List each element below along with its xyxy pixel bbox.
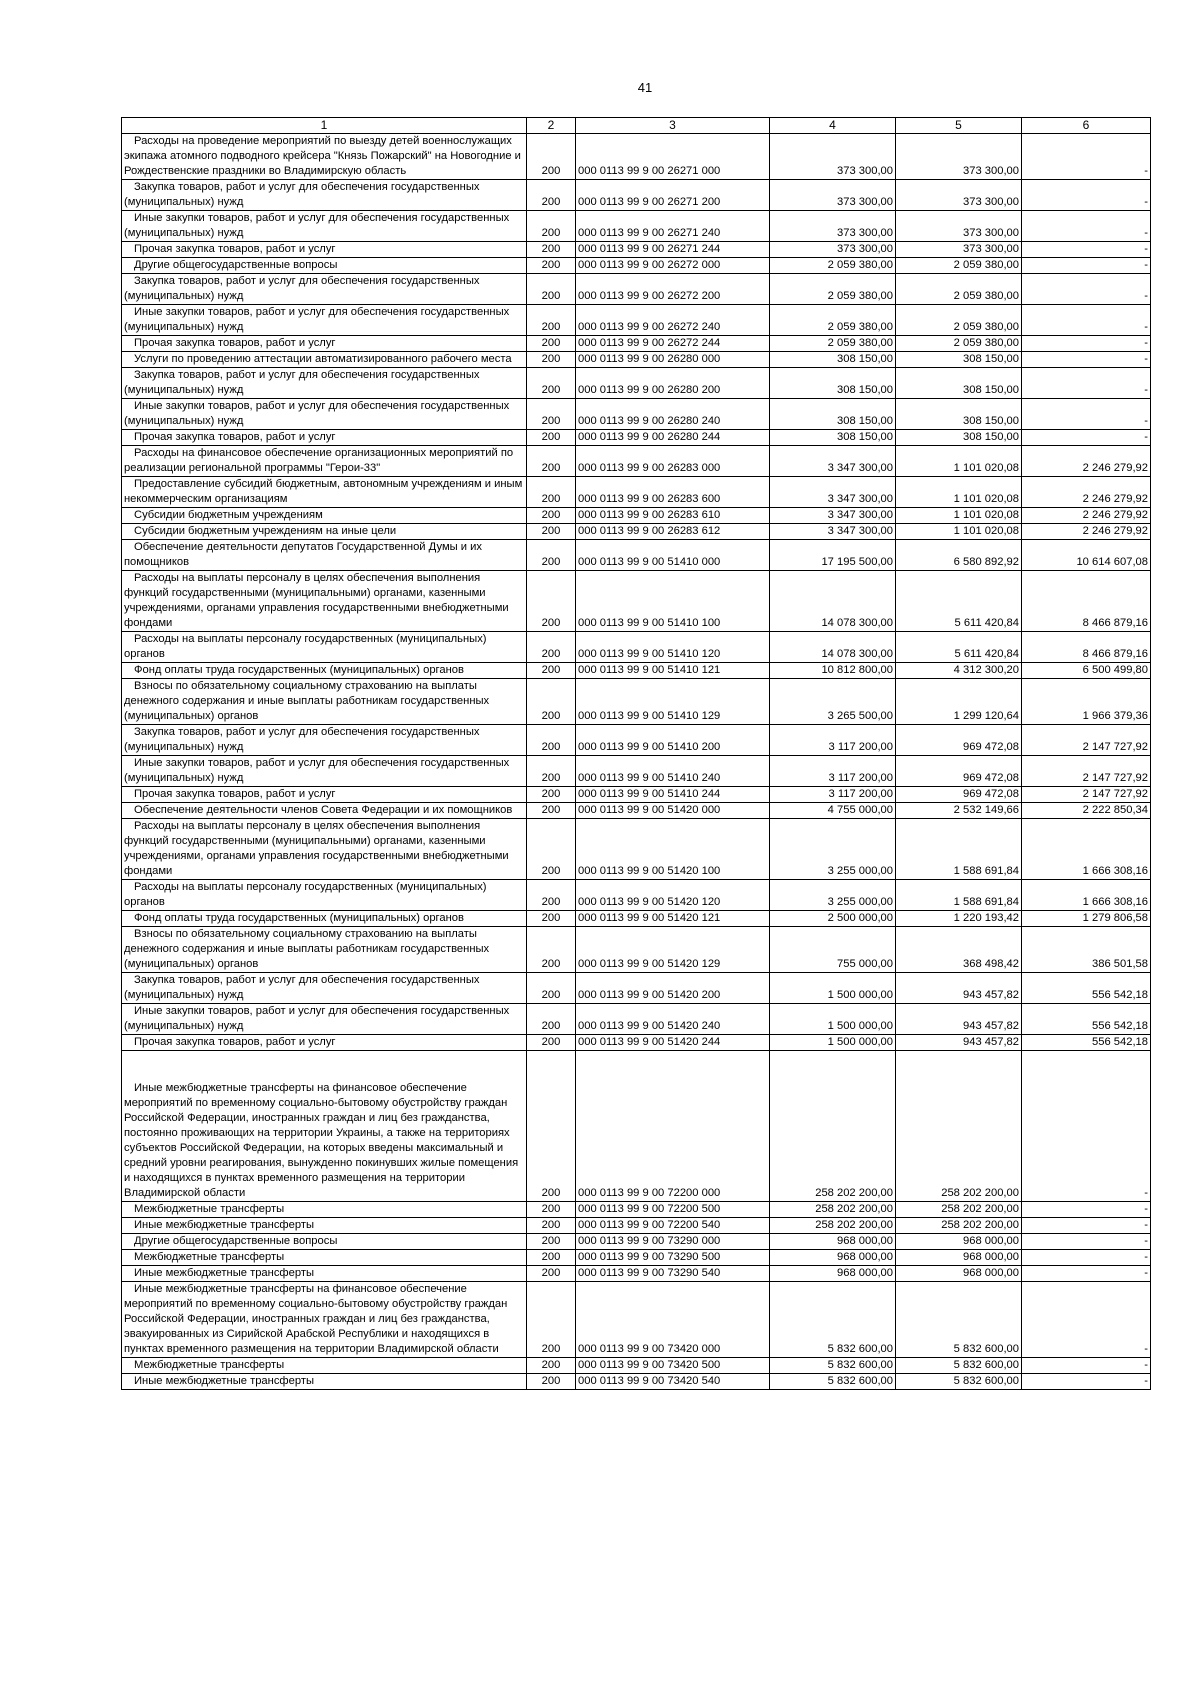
row-admin-code-cell: 200 bbox=[527, 1051, 576, 1202]
row-admin-code-cell: 200 bbox=[527, 1266, 576, 1282]
table-row bbox=[122, 1266, 1151, 1282]
row-admin-code-cell: 200 bbox=[527, 274, 576, 305]
table-row bbox=[122, 1374, 1151, 1390]
row-executed-cell: 943 457,82 bbox=[896, 973, 1022, 1004]
row-unexecuted-cell: - bbox=[1022, 274, 1151, 305]
row-unexecuted-cell: - bbox=[1022, 211, 1151, 242]
row-budget-code-cell: 000 0113 99 9 00 26271 244 bbox=[576, 242, 770, 258]
row-admin-code-cell: 200 bbox=[527, 1218, 576, 1234]
row-budget-code-cell: 000 0113 99 9 00 26283 612 bbox=[576, 524, 770, 540]
table-row bbox=[122, 134, 1151, 180]
row-admin-code-cell: 200 bbox=[527, 134, 576, 180]
row-name-cell: Субсидии бюджетным учреждениям на иные цели bbox=[122, 524, 527, 540]
row-executed-cell: 368 498,42 bbox=[896, 927, 1022, 973]
row-executed-cell: 5 611 420,84 bbox=[896, 571, 1022, 632]
row-approved-cell: 968 000,00 bbox=[770, 1266, 896, 1282]
row-name-cell: Взносы по обязательному социальному страхованию на выплаты денежного содержания и иные выплаты работникам государственных (муниципальных) органов bbox=[122, 679, 527, 725]
row-budget-code-cell: 000 0113 99 9 00 51410 240 bbox=[576, 756, 770, 787]
row-budget-code-cell: 000 0113 99 9 00 26271 000 bbox=[576, 134, 770, 180]
table-row bbox=[122, 524, 1151, 540]
row-approved-cell: 2 059 380,00 bbox=[770, 274, 896, 305]
table-row bbox=[122, 1004, 1151, 1035]
row-approved-cell: 968 000,00 bbox=[770, 1234, 896, 1250]
row-admin-code-cell: 200 bbox=[527, 1282, 576, 1358]
row-unexecuted-cell: 8 466 879,16 bbox=[1022, 632, 1151, 663]
row-approved-cell: 3 347 300,00 bbox=[770, 477, 896, 508]
row-executed-cell: 1 588 691,84 bbox=[896, 880, 1022, 911]
row-approved-cell: 3 117 200,00 bbox=[770, 725, 896, 756]
row-name-cell: Иные закупки товаров, работ и услуг для обеспечения государственных (муниципальных) нужд bbox=[122, 305, 527, 336]
header-col-4: 4 bbox=[770, 118, 896, 134]
row-admin-code-cell: 200 bbox=[527, 1374, 576, 1390]
row-admin-code-cell: 200 bbox=[527, 399, 576, 430]
table-row bbox=[122, 632, 1151, 663]
row-budget-code-cell: 000 0113 99 9 00 51420 244 bbox=[576, 1035, 770, 1051]
table-row bbox=[122, 1202, 1151, 1218]
row-unexecuted-cell: - bbox=[1022, 399, 1151, 430]
row-executed-cell: 1 101 020,08 bbox=[896, 508, 1022, 524]
row-admin-code-cell: 200 bbox=[527, 911, 576, 927]
budget-execution-table bbox=[121, 117, 1151, 1390]
row-admin-code-cell: 200 bbox=[527, 756, 576, 787]
table-row bbox=[122, 819, 1151, 880]
row-unexecuted-cell: - bbox=[1022, 1266, 1151, 1282]
table-row bbox=[122, 305, 1151, 336]
row-name-cell: Иные закупки товаров, работ и услуг для обеспечения государственных (муниципальных) нужд bbox=[122, 211, 527, 242]
row-admin-code-cell: 200 bbox=[527, 524, 576, 540]
row-executed-cell: 2 059 380,00 bbox=[896, 274, 1022, 305]
row-budget-code-cell: 000 0113 99 9 00 51420 240 bbox=[576, 1004, 770, 1035]
row-unexecuted-cell: 2 246 279,92 bbox=[1022, 446, 1151, 477]
row-unexecuted-cell: 2 246 279,92 bbox=[1022, 477, 1151, 508]
row-unexecuted-cell: - bbox=[1022, 242, 1151, 258]
row-name-cell: Расходы на проведение мероприятий по выезду детей военнослужащих экипажа атомного подводного крейсера "Князь Пожарский" на Новогодние и Рождественские праздники во Владимирскую область bbox=[122, 134, 527, 180]
table-row bbox=[122, 787, 1151, 803]
row-admin-code-cell: 200 bbox=[527, 663, 576, 679]
table-row bbox=[122, 911, 1151, 927]
row-unexecuted-cell: 2 222 850,34 bbox=[1022, 803, 1151, 819]
row-approved-cell: 14 078 300,00 bbox=[770, 632, 896, 663]
table-row bbox=[122, 211, 1151, 242]
row-executed-cell: 968 000,00 bbox=[896, 1266, 1022, 1282]
header-col-6: 6 bbox=[1022, 118, 1151, 134]
row-name-cell: Иные межбюджетные трансферты bbox=[122, 1266, 527, 1282]
row-name-cell: Субсидии бюджетным учреждениям bbox=[122, 508, 527, 524]
row-unexecuted-cell: 2 147 727,92 bbox=[1022, 725, 1151, 756]
row-budget-code-cell: 000 0113 99 9 00 51420 121 bbox=[576, 911, 770, 927]
row-budget-code-cell: 000 0113 99 9 00 51410 000 bbox=[576, 540, 770, 571]
row-approved-cell: 3 347 300,00 bbox=[770, 508, 896, 524]
row-unexecuted-cell: 556 542,18 bbox=[1022, 1004, 1151, 1035]
table-row bbox=[122, 242, 1151, 258]
row-name-cell: Иные закупки товаров, работ и услуг для обеспечения государственных (муниципальных) нужд bbox=[122, 756, 527, 787]
row-approved-cell: 1 500 000,00 bbox=[770, 973, 896, 1004]
page-number: 41 bbox=[637, 80, 653, 95]
row-approved-cell: 373 300,00 bbox=[770, 134, 896, 180]
row-approved-cell: 17 195 500,00 bbox=[770, 540, 896, 571]
table-row bbox=[122, 756, 1151, 787]
row-executed-cell: 308 150,00 bbox=[896, 352, 1022, 368]
row-admin-code-cell: 200 bbox=[527, 352, 576, 368]
row-unexecuted-cell: - bbox=[1022, 336, 1151, 352]
row-name-cell: Другие общегосударственные вопросы bbox=[122, 258, 527, 274]
row-name-cell: Закупка товаров, работ и услуг для обеспечения государственных (муниципальных) нужд bbox=[122, 274, 527, 305]
row-budget-code-cell: 000 0113 99 9 00 26280 244 bbox=[576, 430, 770, 446]
row-executed-cell: 4 312 300,20 bbox=[896, 663, 1022, 679]
table-row bbox=[122, 663, 1151, 679]
header-col-2: 2 bbox=[527, 118, 576, 134]
row-executed-cell: 6 580 892,92 bbox=[896, 540, 1022, 571]
row-name-cell: Иные межбюджетные трансферты bbox=[122, 1374, 527, 1390]
row-executed-cell: 373 300,00 bbox=[896, 242, 1022, 258]
row-budget-code-cell: 000 0113 99 9 00 72200 000 bbox=[576, 1051, 770, 1202]
row-admin-code-cell: 200 bbox=[527, 1035, 576, 1051]
row-name-cell: Фонд оплаты труда государственных (муниципальных) органов bbox=[122, 663, 527, 679]
row-unexecuted-cell: 2 246 279,92 bbox=[1022, 524, 1151, 540]
row-name-cell: Прочая закупка товаров, работ и услуг bbox=[122, 336, 527, 352]
row-admin-code-cell: 200 bbox=[527, 368, 576, 399]
row-name-cell: Закупка товаров, работ и услуг для обеспечения государственных (муниципальных) нужд bbox=[122, 973, 527, 1004]
table-row bbox=[122, 1218, 1151, 1234]
row-approved-cell: 2 059 380,00 bbox=[770, 336, 896, 352]
row-admin-code-cell: 200 bbox=[527, 632, 576, 663]
row-name-cell: Межбюджетные трансферты bbox=[122, 1202, 527, 1218]
table-row bbox=[122, 880, 1151, 911]
row-name-cell: Межбюджетные трансферты bbox=[122, 1358, 527, 1374]
row-unexecuted-cell: - bbox=[1022, 305, 1151, 336]
row-budget-code-cell: 000 0113 99 9 00 51410 244 bbox=[576, 787, 770, 803]
row-executed-cell: 5 832 600,00 bbox=[896, 1282, 1022, 1358]
row-admin-code-cell: 200 bbox=[527, 540, 576, 571]
table-row bbox=[122, 508, 1151, 524]
row-name-cell: Закупка товаров, работ и услуг для обеспечения государственных (муниципальных) нужд bbox=[122, 368, 527, 399]
row-approved-cell: 308 150,00 bbox=[770, 399, 896, 430]
table-row bbox=[122, 368, 1151, 399]
table-header-row bbox=[122, 118, 1151, 134]
row-executed-cell: 1 588 691,84 bbox=[896, 819, 1022, 880]
row-unexecuted-cell: 8 466 879,16 bbox=[1022, 571, 1151, 632]
table-row bbox=[122, 1282, 1151, 1358]
row-admin-code-cell: 200 bbox=[527, 1004, 576, 1035]
row-approved-cell: 5 832 600,00 bbox=[770, 1374, 896, 1390]
row-budget-code-cell: 000 0113 99 9 00 72200 500 bbox=[576, 1202, 770, 1218]
row-unexecuted-cell: - bbox=[1022, 368, 1151, 399]
table-row bbox=[122, 446, 1151, 477]
row-executed-cell: 1 101 020,08 bbox=[896, 524, 1022, 540]
row-name-cell: Обеспечение деятельности депутатов Государственной Думы и их помощников bbox=[122, 540, 527, 571]
table-row bbox=[122, 1250, 1151, 1266]
row-admin-code-cell: 200 bbox=[527, 258, 576, 274]
row-admin-code-cell: 200 bbox=[527, 679, 576, 725]
row-approved-cell: 2 500 000,00 bbox=[770, 911, 896, 927]
row-unexecuted-cell: - bbox=[1022, 352, 1151, 368]
row-approved-cell: 373 300,00 bbox=[770, 242, 896, 258]
row-admin-code-cell: 200 bbox=[527, 1234, 576, 1250]
row-name-cell: Расходы на финансовое обеспечение организационных мероприятий по реализации региональной программы "Герои-33" bbox=[122, 446, 527, 477]
row-unexecuted-cell: 6 500 499,80 bbox=[1022, 663, 1151, 679]
header-col-1: 1 bbox=[122, 118, 527, 134]
table-row bbox=[122, 1051, 1151, 1202]
row-name-cell: Прочая закупка товаров, работ и услуг bbox=[122, 430, 527, 446]
row-executed-cell: 308 150,00 bbox=[896, 430, 1022, 446]
row-admin-code-cell: 200 bbox=[527, 1358, 576, 1374]
table-row bbox=[122, 973, 1151, 1004]
row-admin-code-cell: 200 bbox=[527, 880, 576, 911]
row-approved-cell: 308 150,00 bbox=[770, 368, 896, 399]
row-admin-code-cell: 200 bbox=[527, 571, 576, 632]
row-budget-code-cell: 000 0113 99 9 00 26272 000 bbox=[576, 258, 770, 274]
row-approved-cell: 5 832 600,00 bbox=[770, 1282, 896, 1358]
row-budget-code-cell: 000 0113 99 9 00 51420 200 bbox=[576, 973, 770, 1004]
row-executed-cell: 1 101 020,08 bbox=[896, 446, 1022, 477]
row-approved-cell: 2 059 380,00 bbox=[770, 258, 896, 274]
row-executed-cell: 5 611 420,84 bbox=[896, 632, 1022, 663]
row-approved-cell: 308 150,00 bbox=[770, 430, 896, 446]
row-name-cell: Прочая закупка товаров, работ и услуг bbox=[122, 242, 527, 258]
table-row bbox=[122, 352, 1151, 368]
table-row bbox=[122, 1035, 1151, 1051]
row-budget-code-cell: 000 0113 99 9 00 26283 600 bbox=[576, 477, 770, 508]
row-approved-cell: 4 755 000,00 bbox=[770, 803, 896, 819]
row-unexecuted-cell: 556 542,18 bbox=[1022, 1035, 1151, 1051]
table-row bbox=[122, 1358, 1151, 1374]
row-approved-cell: 3 347 300,00 bbox=[770, 446, 896, 477]
row-name-cell: Расходы на выплаты персоналу в целях обеспечения выполнения функций государственными (муниципальными) органами, казенными учреждениями, органами управления государственными внебюджетными фондами bbox=[122, 819, 527, 880]
row-executed-cell: 2 059 380,00 bbox=[896, 258, 1022, 274]
row-executed-cell: 969 472,08 bbox=[896, 725, 1022, 756]
row-budget-code-cell: 000 0113 99 9 00 26272 200 bbox=[576, 274, 770, 305]
row-executed-cell: 5 832 600,00 bbox=[896, 1358, 1022, 1374]
row-unexecuted-cell: 386 501,58 bbox=[1022, 927, 1151, 973]
row-admin-code-cell: 200 bbox=[527, 973, 576, 1004]
row-admin-code-cell: 200 bbox=[527, 508, 576, 524]
row-name-cell: Прочая закупка товаров, работ и услуг bbox=[122, 1035, 527, 1051]
row-unexecuted-cell: - bbox=[1022, 1358, 1151, 1374]
row-budget-code-cell: 000 0113 99 9 00 26272 244 bbox=[576, 336, 770, 352]
row-budget-code-cell: 000 0113 99 9 00 26280 000 bbox=[576, 352, 770, 368]
row-admin-code-cell: 200 bbox=[527, 211, 576, 242]
row-executed-cell: 968 000,00 bbox=[896, 1234, 1022, 1250]
row-admin-code-cell: 200 bbox=[527, 242, 576, 258]
row-unexecuted-cell: - bbox=[1022, 1218, 1151, 1234]
row-approved-cell: 755 000,00 bbox=[770, 927, 896, 973]
row-budget-code-cell: 000 0113 99 9 00 72200 540 bbox=[576, 1218, 770, 1234]
row-executed-cell: 1 299 120,64 bbox=[896, 679, 1022, 725]
row-budget-code-cell: 000 0113 99 9 00 51410 200 bbox=[576, 725, 770, 756]
table-row bbox=[122, 571, 1151, 632]
row-name-cell: Иные межбюджетные трансферты bbox=[122, 1218, 527, 1234]
row-executed-cell: 969 472,08 bbox=[896, 756, 1022, 787]
row-approved-cell: 308 150,00 bbox=[770, 352, 896, 368]
row-approved-cell: 3 265 500,00 bbox=[770, 679, 896, 725]
row-approved-cell: 258 202 200,00 bbox=[770, 1051, 896, 1202]
table-row bbox=[122, 430, 1151, 446]
row-budget-code-cell: 000 0113 99 9 00 51410 129 bbox=[576, 679, 770, 725]
row-unexecuted-cell: 2 246 279,92 bbox=[1022, 508, 1151, 524]
row-name-cell: Иные закупки товаров, работ и услуг для обеспечения государственных (муниципальных) нужд bbox=[122, 1004, 527, 1035]
row-budget-code-cell: 000 0113 99 9 00 73420 500 bbox=[576, 1358, 770, 1374]
table-row bbox=[122, 258, 1151, 274]
row-budget-code-cell: 000 0113 99 9 00 51410 121 bbox=[576, 663, 770, 679]
row-name-cell: Расходы на выплаты персоналу государственных (муниципальных) органов bbox=[122, 632, 527, 663]
row-approved-cell: 968 000,00 bbox=[770, 1250, 896, 1266]
row-admin-code-cell: 200 bbox=[527, 803, 576, 819]
row-name-cell: Другие общегосударственные вопросы bbox=[122, 1234, 527, 1250]
row-executed-cell: 373 300,00 bbox=[896, 180, 1022, 211]
row-approved-cell: 1 500 000,00 bbox=[770, 1035, 896, 1051]
row-executed-cell: 1 220 193,42 bbox=[896, 911, 1022, 927]
row-unexecuted-cell: - bbox=[1022, 180, 1151, 211]
row-budget-code-cell: 000 0113 99 9 00 51420 100 bbox=[576, 819, 770, 880]
row-name-cell: Фонд оплаты труда государственных (муниципальных) органов bbox=[122, 911, 527, 927]
row-unexecuted-cell: - bbox=[1022, 1234, 1151, 1250]
row-admin-code-cell: 200 bbox=[527, 305, 576, 336]
row-executed-cell: 373 300,00 bbox=[896, 211, 1022, 242]
header-col-5: 5 bbox=[896, 118, 1022, 134]
row-budget-code-cell: 000 0113 99 9 00 26271 200 bbox=[576, 180, 770, 211]
row-name-cell: Обеспечение деятельности членов Совета Федерации и их помощников bbox=[122, 803, 527, 819]
table-row bbox=[122, 679, 1151, 725]
row-executed-cell: 2 059 380,00 bbox=[896, 336, 1022, 352]
row-unexecuted-cell: - bbox=[1022, 134, 1151, 180]
row-name-cell: Услуги по проведению аттестации автоматизированного рабочего места bbox=[122, 352, 527, 368]
row-name-cell: Иные межбюджетные трансферты на финансовое обеспечение мероприятий по временному социально-бытовому обустройству граждан Российской Федерации, иностранных граждан и лиц без гражданства, постоянно проживающих на территории Украины, а также на территориях субъектов Российской Федерации, на которых введены максимальный и средний уровни реагирования, вынужденно покинувших жилые помещения и находящихся в пунктах временного размещения на территории Владимирской области bbox=[122, 1051, 527, 1202]
row-unexecuted-cell: 1 666 308,16 bbox=[1022, 819, 1151, 880]
table-row bbox=[122, 803, 1151, 819]
row-budget-code-cell: 000 0113 99 9 00 26280 200 bbox=[576, 368, 770, 399]
row-budget-code-cell: 000 0113 99 9 00 26272 240 bbox=[576, 305, 770, 336]
row-executed-cell: 1 101 020,08 bbox=[896, 477, 1022, 508]
row-executed-cell: 258 202 200,00 bbox=[896, 1051, 1022, 1202]
table-row bbox=[122, 477, 1151, 508]
row-name-cell: Предоставление субсидий бюджетным, автономным учреждениям и иным некоммерческим организациям bbox=[122, 477, 527, 508]
table-row bbox=[122, 540, 1151, 571]
row-approved-cell: 3 347 300,00 bbox=[770, 524, 896, 540]
row-executed-cell: 5 832 600,00 bbox=[896, 1374, 1022, 1390]
row-approved-cell: 3 255 000,00 bbox=[770, 819, 896, 880]
row-budget-code-cell: 000 0113 99 9 00 26283 000 bbox=[576, 446, 770, 477]
row-name-cell: Закупка товаров, работ и услуг для обеспечения государственных (муниципальных) нужд bbox=[122, 725, 527, 756]
row-unexecuted-cell: 2 147 727,92 bbox=[1022, 756, 1151, 787]
row-unexecuted-cell: 10 614 607,08 bbox=[1022, 540, 1151, 571]
row-admin-code-cell: 200 bbox=[527, 430, 576, 446]
row-name-cell: Прочая закупка товаров, работ и услуг bbox=[122, 787, 527, 803]
row-unexecuted-cell: - bbox=[1022, 1282, 1151, 1358]
row-admin-code-cell: 200 bbox=[527, 1250, 576, 1266]
row-budget-code-cell: 000 0113 99 9 00 73420 000 bbox=[576, 1282, 770, 1358]
row-executed-cell: 373 300,00 bbox=[896, 134, 1022, 180]
row-executed-cell: 2 059 380,00 bbox=[896, 305, 1022, 336]
row-budget-code-cell: 000 0113 99 9 00 51420 000 bbox=[576, 803, 770, 819]
row-approved-cell: 3 117 200,00 bbox=[770, 756, 896, 787]
table-row bbox=[122, 1234, 1151, 1250]
table-row bbox=[122, 725, 1151, 756]
row-unexecuted-cell: - bbox=[1022, 1250, 1151, 1266]
row-executed-cell: 943 457,82 bbox=[896, 1035, 1022, 1051]
row-unexecuted-cell: 556 542,18 bbox=[1022, 973, 1151, 1004]
row-budget-code-cell: 000 0113 99 9 00 51420 120 bbox=[576, 880, 770, 911]
row-unexecuted-cell: 1 666 308,16 bbox=[1022, 880, 1151, 911]
row-unexecuted-cell: - bbox=[1022, 1202, 1151, 1218]
row-unexecuted-cell: - bbox=[1022, 430, 1151, 446]
row-admin-code-cell: 200 bbox=[527, 725, 576, 756]
row-approved-cell: 258 202 200,00 bbox=[770, 1218, 896, 1234]
row-budget-code-cell: 000 0113 99 9 00 73420 540 bbox=[576, 1374, 770, 1390]
row-approved-cell: 2 059 380,00 bbox=[770, 305, 896, 336]
row-unexecuted-cell: 1 966 379,36 bbox=[1022, 679, 1151, 725]
row-approved-cell: 373 300,00 bbox=[770, 180, 896, 211]
row-budget-code-cell: 000 0113 99 9 00 73290 500 bbox=[576, 1250, 770, 1266]
row-admin-code-cell: 200 bbox=[527, 477, 576, 508]
row-admin-code-cell: 200 bbox=[527, 787, 576, 803]
row-approved-cell: 373 300,00 bbox=[770, 211, 896, 242]
row-executed-cell: 969 472,08 bbox=[896, 787, 1022, 803]
row-executed-cell: 2 532 149,66 bbox=[896, 803, 1022, 819]
row-unexecuted-cell: - bbox=[1022, 1374, 1151, 1390]
row-budget-code-cell: 000 0113 99 9 00 26283 610 bbox=[576, 508, 770, 524]
header-col-3: 3 bbox=[576, 118, 770, 134]
row-budget-code-cell: 000 0113 99 9 00 26271 240 bbox=[576, 211, 770, 242]
row-name-cell: Иные межбюджетные трансферты на финансовое обеспечение мероприятий по временному социально-бытовому обустройству граждан Российской Федерации, иностранных граждан и лиц без гражданства, эвакуированных из Сирийской Арабской Республики и находящихся в пунктах временного размещения на территории Владимирской области bbox=[122, 1282, 527, 1358]
row-admin-code-cell: 200 bbox=[527, 1202, 576, 1218]
row-budget-code-cell: 000 0113 99 9 00 73290 000 bbox=[576, 1234, 770, 1250]
row-name-cell: Межбюджетные трансферты bbox=[122, 1250, 527, 1266]
row-name-cell: Расходы на выплаты персоналу в целях обеспечения выполнения функций государственными (муниципальными) органами, казенными учреждениями, органами управления государственными внебюджетными фондами bbox=[122, 571, 527, 632]
table-row bbox=[122, 180, 1151, 211]
row-budget-code-cell: 000 0113 99 9 00 26280 240 bbox=[576, 399, 770, 430]
row-executed-cell: 308 150,00 bbox=[896, 368, 1022, 399]
row-executed-cell: 968 000,00 bbox=[896, 1250, 1022, 1266]
row-executed-cell: 308 150,00 bbox=[896, 399, 1022, 430]
row-name-cell: Закупка товаров, работ и услуг для обеспечения государственных (муниципальных) нужд bbox=[122, 180, 527, 211]
row-approved-cell: 3 117 200,00 bbox=[770, 787, 896, 803]
table-row bbox=[122, 336, 1151, 352]
row-admin-code-cell: 200 bbox=[527, 336, 576, 352]
row-budget-code-cell: 000 0113 99 9 00 73290 540 bbox=[576, 1266, 770, 1282]
row-admin-code-cell: 200 bbox=[527, 180, 576, 211]
row-unexecuted-cell: 2 147 727,92 bbox=[1022, 787, 1151, 803]
row-executed-cell: 258 202 200,00 bbox=[896, 1218, 1022, 1234]
row-budget-code-cell: 000 0113 99 9 00 51410 120 bbox=[576, 632, 770, 663]
row-executed-cell: 943 457,82 bbox=[896, 1004, 1022, 1035]
table-row bbox=[122, 399, 1151, 430]
row-approved-cell: 1 500 000,00 bbox=[770, 1004, 896, 1035]
row-name-cell: Расходы на выплаты персоналу государственных (муниципальных) органов bbox=[122, 880, 527, 911]
row-approved-cell: 10 812 800,00 bbox=[770, 663, 896, 679]
row-name-cell: Взносы по обязательному социальному страхованию на выплаты денежного содержания и иные выплаты работникам государственных (муниципальных) органов bbox=[122, 927, 527, 973]
row-approved-cell: 258 202 200,00 bbox=[770, 1202, 896, 1218]
row-unexecuted-cell: - bbox=[1022, 258, 1151, 274]
row-approved-cell: 14 078 300,00 bbox=[770, 571, 896, 632]
row-unexecuted-cell: - bbox=[1022, 1051, 1151, 1202]
row-approved-cell: 3 255 000,00 bbox=[770, 880, 896, 911]
row-admin-code-cell: 200 bbox=[527, 819, 576, 880]
row-unexecuted-cell: 1 279 806,58 bbox=[1022, 911, 1151, 927]
table-row bbox=[122, 274, 1151, 305]
row-budget-code-cell: 000 0113 99 9 00 51410 100 bbox=[576, 571, 770, 632]
table-body bbox=[122, 134, 1151, 1390]
row-budget-code-cell: 000 0113 99 9 00 51420 129 bbox=[576, 927, 770, 973]
table-row bbox=[122, 927, 1151, 973]
row-executed-cell: 258 202 200,00 bbox=[896, 1202, 1022, 1218]
row-admin-code-cell: 200 bbox=[527, 927, 576, 973]
row-admin-code-cell: 200 bbox=[527, 446, 576, 477]
row-approved-cell: 5 832 600,00 bbox=[770, 1358, 896, 1374]
row-name-cell: Иные закупки товаров, работ и услуг для обеспечения государственных (муниципальных) нужд bbox=[122, 399, 527, 430]
